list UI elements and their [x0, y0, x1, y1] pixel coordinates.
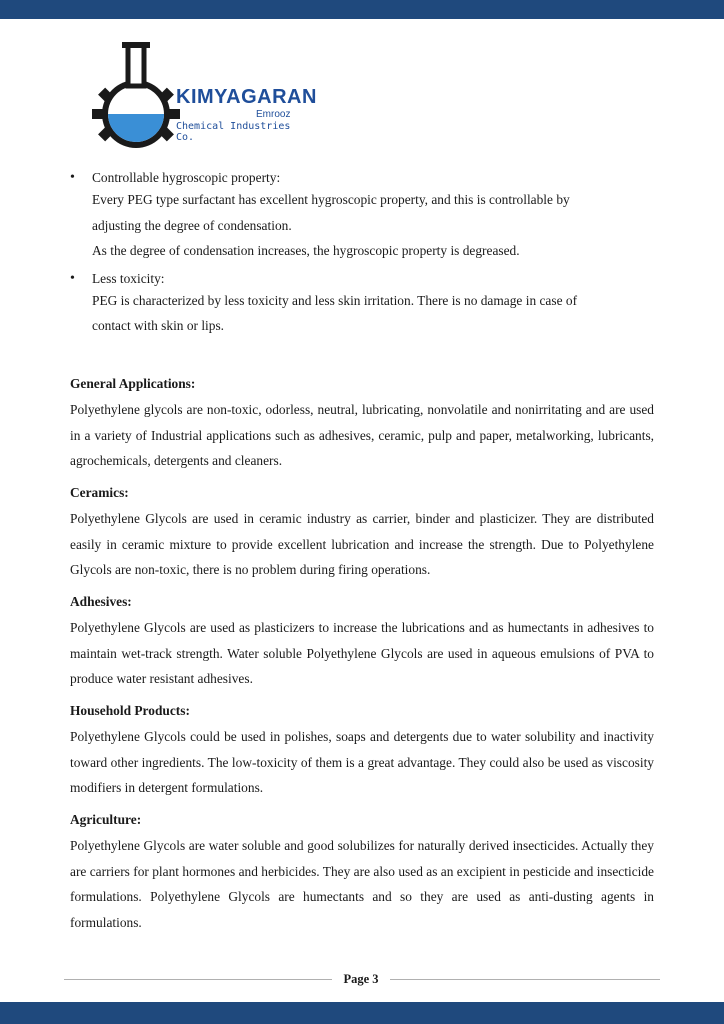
section-paragraph: Polyethylene Glycols are used as plasticizers to increase the lubrications and as humectants in adhesives to maintain wet-track strength. Water soluble Polyethylene Glycols are used in aqueous emulsions of PVA to produce water resistant adhesives. [70, 620, 654, 686]
bullet-list [70, 168, 660, 339]
section-heading: Agriculture: [70, 812, 142, 827]
section-heading: Adhesives: [70, 594, 132, 609]
section-heading: General Applications: [70, 376, 196, 391]
section-paragraph: Polyethylene glycols are non-toxic, odorless, neutral, lubricating, nonvolatile and nonirritating and are used in a variety of Industrial applications such as adhesives, ceramic, pulp and paper, metalworking, lubricants, agrochemicals, detergents and cleaners. [70, 402, 654, 468]
section-paragraph: Polyethylene Glycols could be used in polishes, soaps and detergents due to water solubility and inactivity toward other ingredients. The low-toxicity of them is a great advantage. They could also be used as viscosity modifiers in detergent formulations. [70, 729, 654, 795]
company-logo [90, 42, 317, 152]
bullet-item-hygroscopic [70, 168, 660, 264]
footer-divider-left [64, 979, 332, 980]
bullet-line: As the degree of condensation increases, the hygroscopic property is degreased. [92, 243, 520, 258]
footer-divider-right [390, 979, 660, 980]
bullet-dot-icon: • [70, 170, 75, 185]
section-heading: Ceramics: [70, 485, 129, 500]
logo-tagline: Chemical Industries Co. [176, 121, 291, 143]
section-general-applications [70, 375, 654, 474]
bullet-line: contact with skin or lips. [92, 318, 225, 333]
section-ceramics [70, 484, 654, 583]
section-heading: Household Products: [70, 703, 190, 718]
bullet-dot-icon: • [70, 270, 75, 286]
logo-title: KIMYAGARAN [176, 86, 317, 108]
flask-gear-icon [90, 42, 182, 152]
page-number: Page 3 [343, 972, 379, 986]
section-agriculture [70, 811, 654, 935]
bullet-line: PEG is characterized by less toxicity and less skin irritation. There is no damage in case of [92, 292, 578, 308]
section-adhesives [70, 593, 654, 692]
logo-subtitle: Emrooz [256, 109, 291, 120]
bullet-title: Less toxicity: [92, 270, 165, 286]
top-header-bar [0, 0, 724, 19]
bullet-item-toxicity [70, 269, 660, 339]
bottom-footer-bar [0, 1002, 724, 1024]
section-paragraph: Polyethylene Glycols are used in ceramic industry as carrier, binder and plasticizer. They are distributed easily in ceramic mixture to provide excellent lubrication and increase the strength. Due to Polyethylene Glycols are non-toxic, there is no problem during firing operations. [70, 511, 654, 577]
section-household-products [70, 702, 654, 801]
section-paragraph: Polyethylene Glycols are water soluble and good solubilizes for naturally derived insecticides. Actually they are carriers for plant hormones and herbicides. They are also used as an excipient in pesticide and insecticide formulations. Polyethylene Glycols are humectants and so they are used as anti-dusting agents in formulations. [70, 838, 654, 930]
bullet-line: Every PEG type surfactant has excellent hygroscopic property, and this is controllable by [92, 192, 570, 207]
bullet-title: Controllable hygroscopic property: [92, 170, 281, 185]
bullet-line: adjusting the degree of condensation. [92, 217, 292, 233]
